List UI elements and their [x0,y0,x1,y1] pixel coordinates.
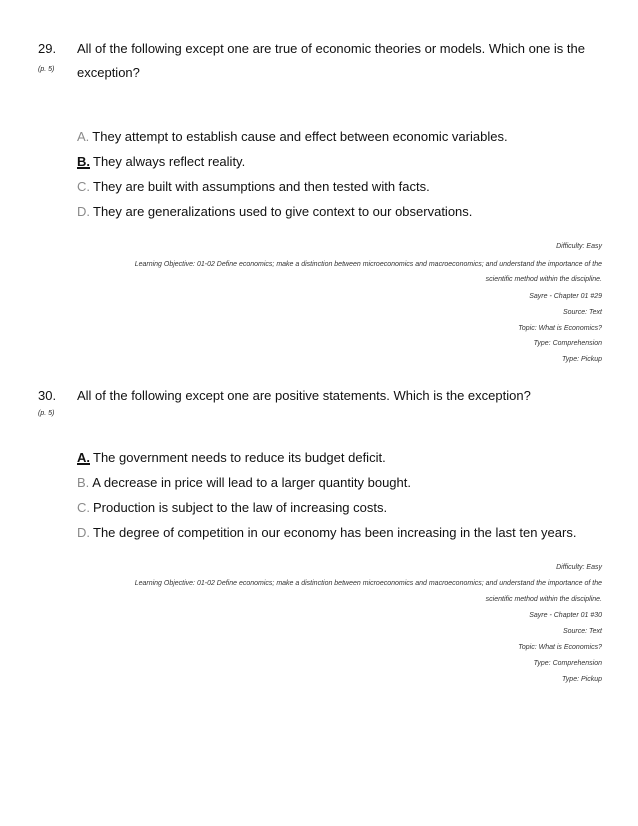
question-stem-line: All of the following except one are true of economic theories or models. Which one is the [77,41,585,56]
choice-text: They attempt to establish cause and effect between economic variables. [92,129,508,144]
type-label: Type: Pickup [562,676,602,683]
choice-letter: C. [77,500,90,515]
answer-choice-a [77,450,386,465]
difficulty-label: Difficulty: Easy [556,564,602,571]
choice-text: A decrease in price will lead to a larger quantity bought. [92,475,411,490]
answer-choice-d [77,525,576,540]
choice-letter: D. [77,525,90,540]
difficulty-label: Difficulty: Easy [556,243,602,250]
question-number: 30. [38,388,57,403]
choice-text: They are generalizations used to give context to our observations. [93,204,473,219]
correct-choice-letter: B. [77,154,90,169]
chapter-reference: Sayre - Chapter 01 #29 [529,293,602,300]
topic-label: Topic: What is Economics? [518,325,602,332]
learning-objective-line: Learning Objective: 01-02 Define economics; make a distinction between microeconomics and macroeconomics; and understand the importance of the [134,580,602,587]
answer-choice-c [77,500,387,515]
answer-choice-b [77,475,411,490]
type-label: Type: Pickup [562,356,602,363]
question-stem-line: exception? [77,65,140,80]
choice-text: The government needs to reduce its budget deficit. [93,450,386,465]
learning-objective-line: Learning Objective: 01-02 Define economics; make a distinction between microeconomics and macroeconomics; and understand the importance of the [134,261,602,268]
learning-objective-line: scientific method within the discipline. [485,276,602,283]
answer-choice-a [77,129,508,144]
page-reference: (p. 5) [38,410,55,417]
choice-letter: C. [77,179,90,194]
choice-text: They always reflect reality. [93,154,246,169]
type-label: Type: Comprehension [533,340,602,347]
choice-letter: A. [77,129,90,144]
correct-choice-letter: A. [77,450,90,465]
choice-text: The degree of competition in our economy has been increasing in the last ten years. [93,525,577,540]
answer-choice-b [77,154,245,169]
learning-objective-line: scientific method within the discipline. [485,596,602,603]
answer-choice-c [77,179,430,194]
chapter-reference: Sayre - Chapter 01 #30 [529,612,602,619]
topic-label: Topic: What is Economics? [518,644,602,651]
question-stem-line: All of the following except one are positive statements. Which is the exception? [77,388,531,403]
type-label: Type: Comprehension [533,660,602,667]
choice-text: Production is subject to the law of increasing costs. [93,500,388,515]
choice-letter: D. [77,204,90,219]
source-label: Source: Text [562,628,602,635]
page-reference: (p. 5) [38,66,55,73]
choice-text: They are built with assumptions and then tested with facts. [93,179,430,194]
choice-letter: B. [77,475,90,490]
question-number: 29. [38,41,57,56]
source-label: Source: Text [562,309,602,316]
answer-choice-d [77,204,472,219]
